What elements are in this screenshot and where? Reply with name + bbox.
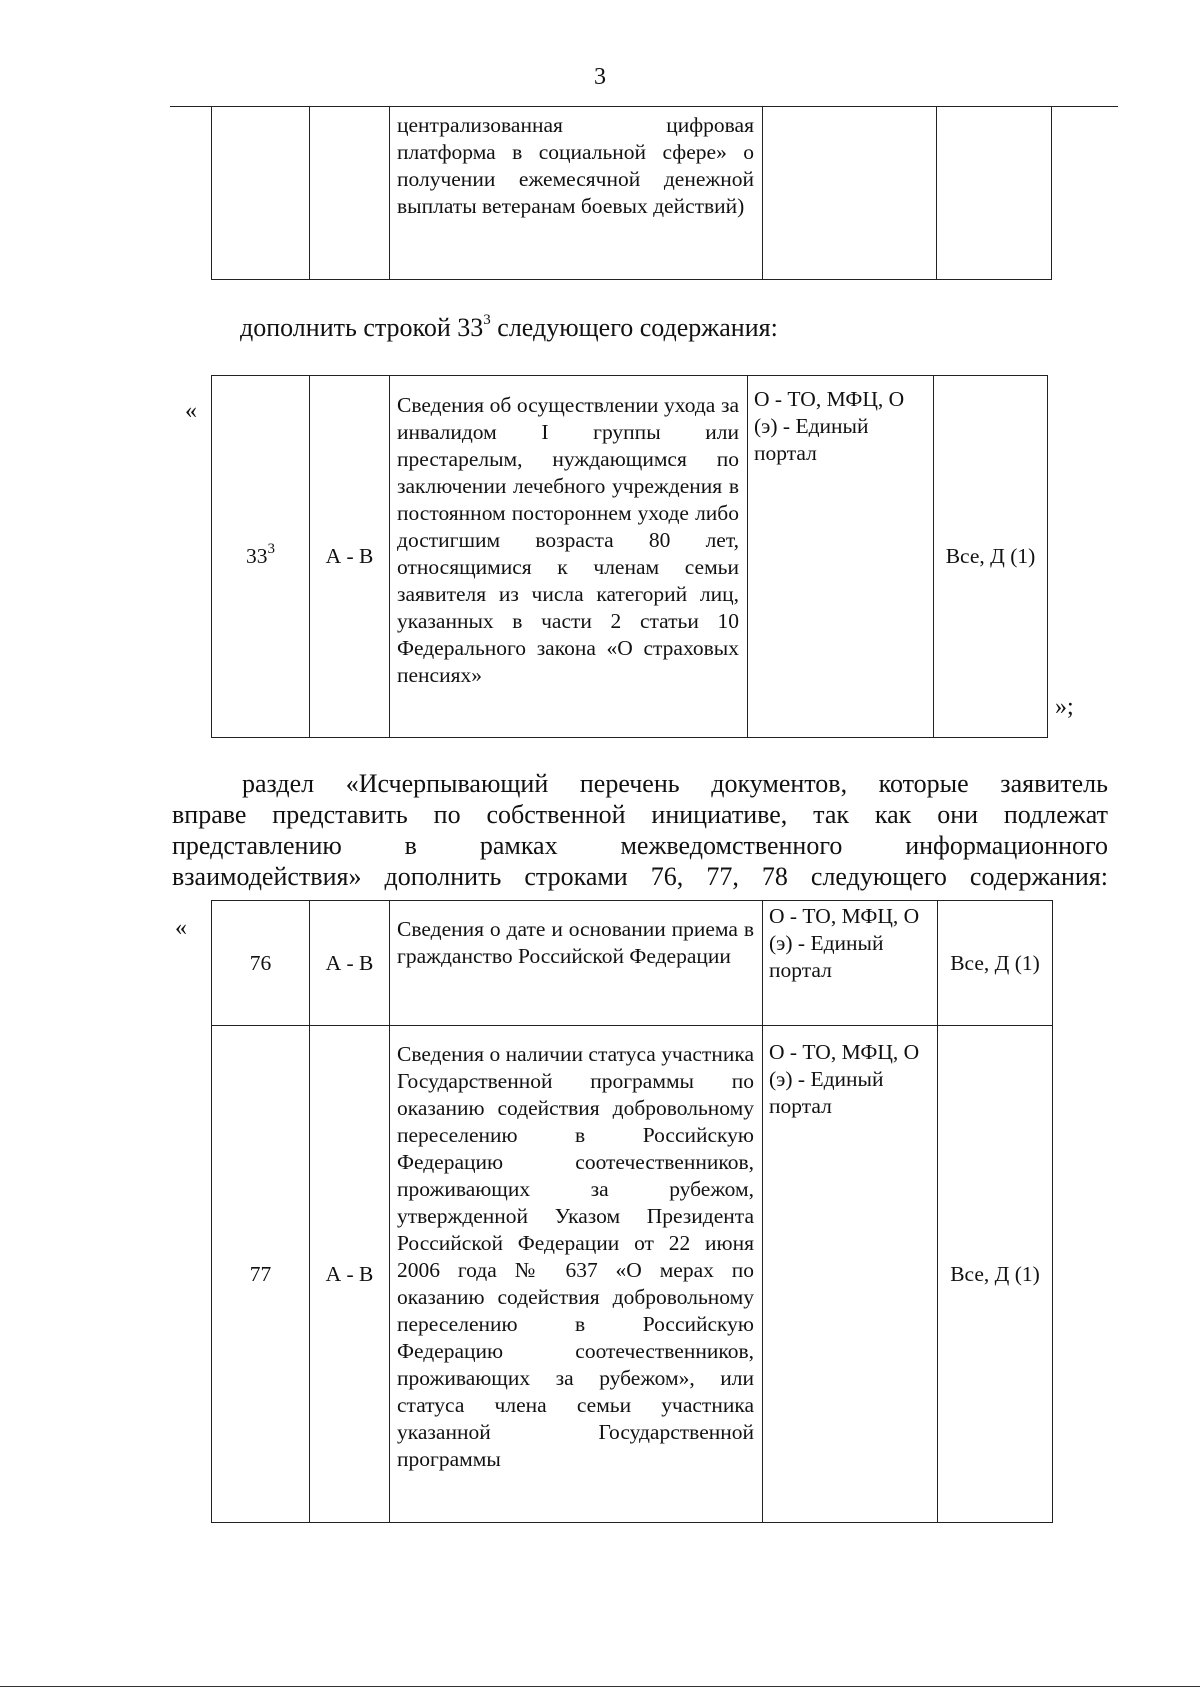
table-row	[212, 107, 1052, 280]
table-insert-76-78	[211, 900, 1053, 1523]
cell-source: О - ТО, МФЦ, О (э) - Единый портал	[763, 1026, 938, 1523]
cell-code: А - В	[310, 376, 390, 738]
instruction-line: вправе представить по собственной инициативе, так как они подлежат	[172, 800, 1108, 829]
table-insert-33	[211, 375, 1048, 738]
cell-description: Сведения о наличии статуса участника Государственной программы по оказанию содействия добровольному переселению в Российскую Федерацию соотечественников, проживающих за рубежом, утвержденной Указом Президента Российской Федерации от 22 июня 2006 года № 637 «О мерах по оказанию содействия добровольному переселению в Российскую Федерацию соотечественников, проживающих за рубежом», или статуса члена семьи участника указанной Государственной программы	[390, 1026, 763, 1523]
cell-description: Сведения о дате и основании приема в гражданство Российской Федерации	[390, 901, 763, 1026]
table-row	[212, 376, 1048, 738]
close-quote: »;	[1055, 694, 1074, 720]
page-number: 3	[594, 64, 606, 90]
cell-extra: Все, Д (1)	[938, 901, 1053, 1026]
instruction-prefix: дополнить строкой 33	[240, 313, 484, 342]
cell-code	[310, 107, 390, 280]
cell-number	[212, 107, 310, 280]
instruction-line: представлению в рамках межведомственного информационного	[172, 831, 1108, 860]
footer-rule	[0, 1686, 1200, 1687]
instruction-superscript: 3	[483, 312, 491, 329]
cell-extra: Все, Д (1)	[934, 376, 1048, 738]
section-instruction	[172, 768, 1108, 892]
instruction-insert-33	[240, 312, 778, 343]
cell-code: А - В	[310, 901, 390, 1026]
row-number: 33	[246, 544, 268, 568]
cell-source	[763, 107, 937, 280]
cell-description: Сведения об осуществлении ухода за инвалидом I группы или престарелым, нуждающимся по заключении лечебного учреждения в постоянном постороннем уходе либо достигшим возраста 80 лет, относящимися к членам семьи заявителя из числа категорий лиц, указанных в части 2 статьи 10 Федерального закона «О страховых пенсиях»	[390, 376, 748, 738]
cell-extra: Все, Д (1)	[938, 1026, 1053, 1523]
open-quote: «	[175, 915, 187, 941]
table-row	[212, 901, 1053, 1026]
cell-code: А - В	[310, 1026, 390, 1523]
cell-source: О - ТО, МФЦ, О (э) - Единый портал	[748, 376, 934, 738]
cell-source: О - ТО, МФЦ, О (э) - Единый портал	[763, 901, 938, 1026]
cell-description: централизованная цифровая платформа в социальной сфере» о получении ежемесячной денежной выплаты ветеранам боевых действий)	[390, 107, 763, 280]
table-row	[212, 1026, 1053, 1523]
cell-number: 77	[212, 1026, 310, 1523]
table-continued	[211, 106, 1052, 280]
instruction-line: взаимодействия» дополнить строками 76, 77, 78 следующего содержания:	[172, 862, 1108, 891]
cell-extra	[937, 107, 1052, 280]
cell-number: 76	[212, 901, 310, 1026]
instruction-suffix: следующего содержания:	[490, 313, 778, 342]
row-number-superscript: 3	[267, 540, 275, 557]
open-quote: «	[185, 398, 197, 424]
cell-number	[212, 376, 310, 738]
instruction-line: раздел «Исчерпывающий перечень документов, которые заявитель	[242, 769, 1108, 798]
